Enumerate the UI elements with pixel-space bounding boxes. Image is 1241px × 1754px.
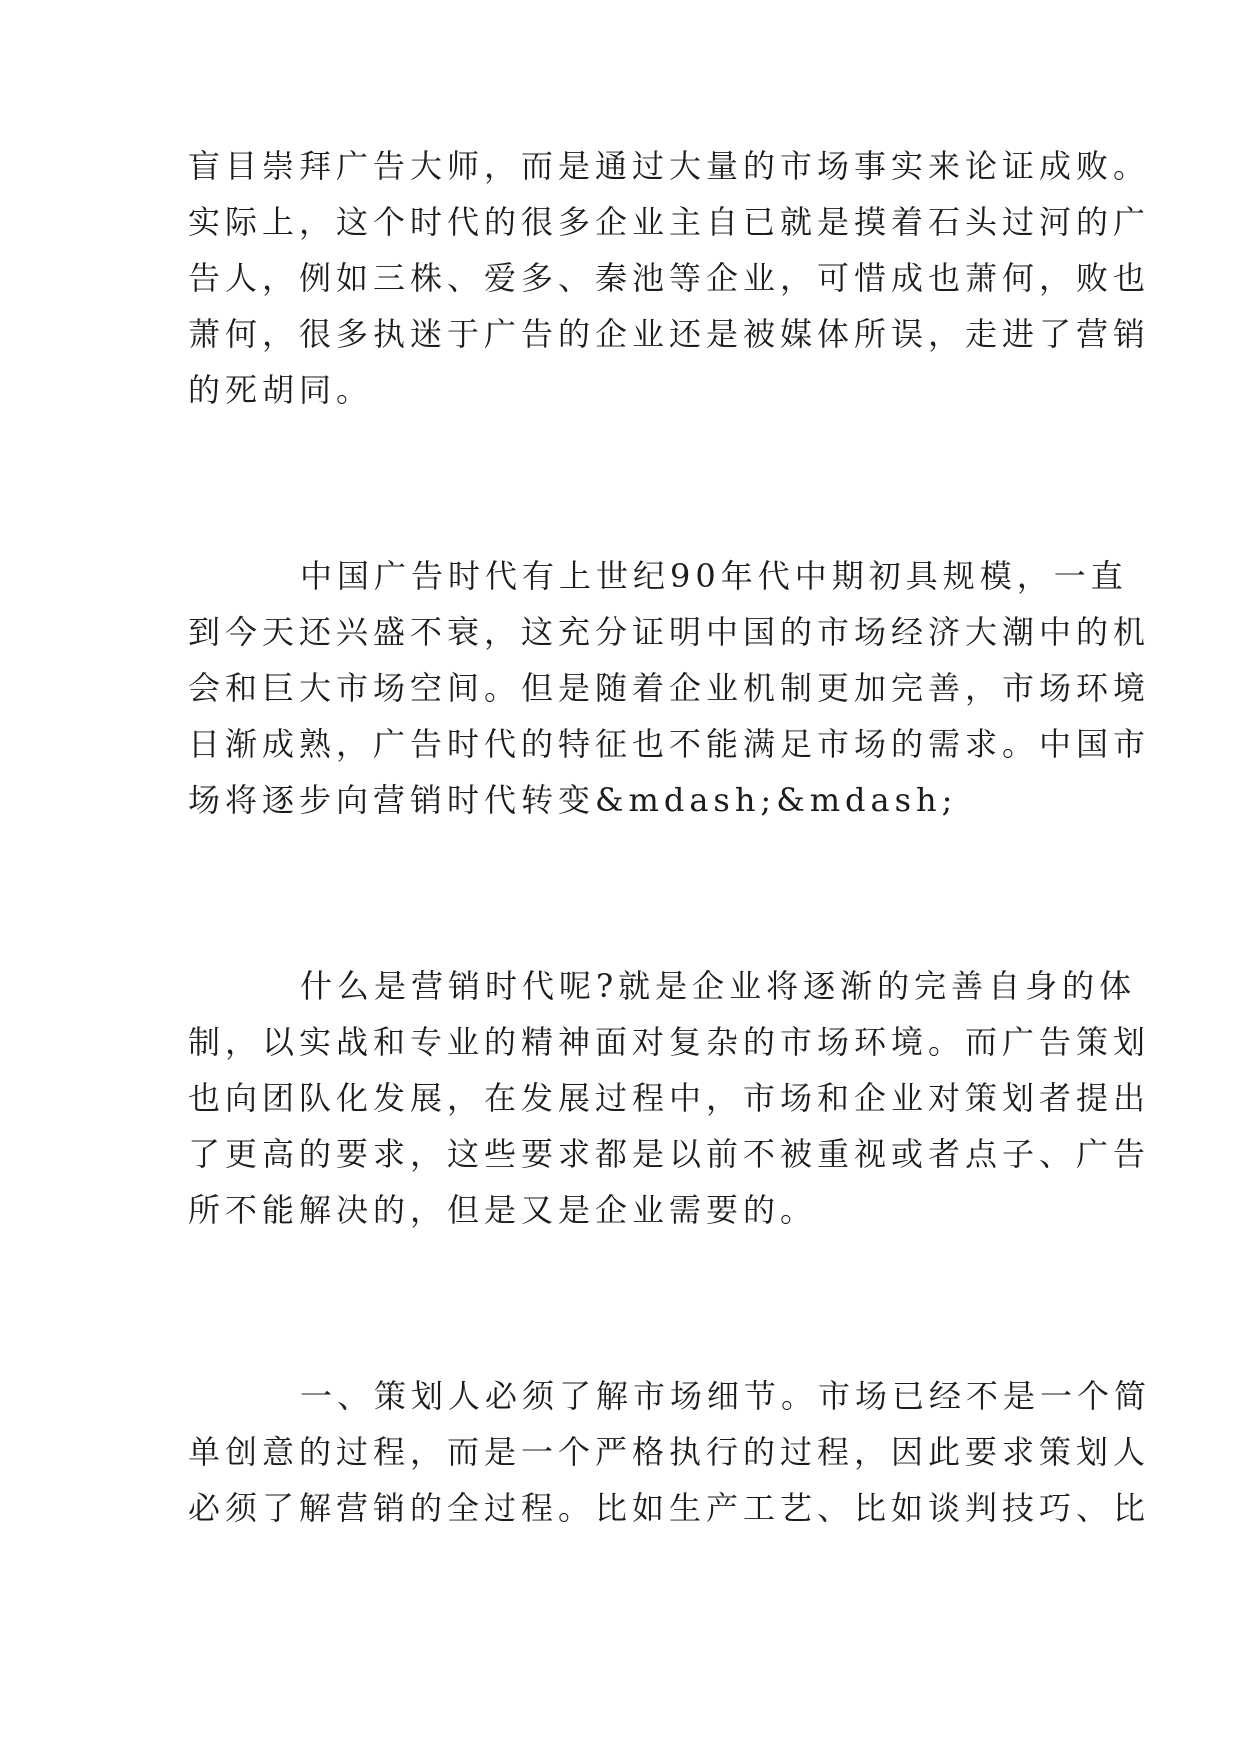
paragraph-3-line-3: 也向团队化发展，在发展过程中，市场和企业对策划者提出 xyxy=(188,1079,1151,1117)
paragraph-1-line-3: 告人，例如三株、爱多、秦池等企业，可惜成也萧何，败也 xyxy=(188,259,1151,297)
paragraph-3-line-1: 什么是营销时代呢?就是企业将逐渐的完善自身的体 xyxy=(300,967,1137,1005)
paragraph-3-line-5: 所不能解决的，但是又是企业需要的。 xyxy=(188,1191,818,1229)
paragraph-3-line-4: 了更高的要求，这些要求都是以前不被重视或者点子、广告 xyxy=(188,1135,1151,1173)
paragraph-1-line-5: 的死胡同。 xyxy=(188,371,374,409)
paragraph-2-line-2: 到今天还兴盛不衰，这充分证明中国的市场经济大潮中的机 xyxy=(188,613,1151,651)
paragraph-1-line-1: 盲目崇拜广告大师，而是通过大量的市场事实来论证成败。 xyxy=(188,147,1151,185)
paragraph-2-line-5: 场将逐步向营销时代转变&mdash;&mdash; xyxy=(188,781,958,819)
paragraph-2-line-1: 中国广告时代有上世纪90年代中期初具规模，一直 xyxy=(300,557,1128,595)
paragraph-2-line-3: 会和巨大市场空间。但是随着企业机制更加完善，市场环境 xyxy=(188,669,1151,707)
paragraph-4-line-2: 单创意的过程，而是一个严格执行的过程，因此要求策划人 xyxy=(188,1433,1151,1471)
paragraph-2-line-4: 日渐成熟，广告时代的特征也不能满足市场的需求。中国市 xyxy=(188,725,1151,763)
paragraph-1-line-4: 萧何，很多执迷于广告的企业还是被媒体所误，走进了营销 xyxy=(188,315,1151,353)
paragraph-4-line-3: 必须了解营销的全过程。比如生产工艺、比如谈判技巧、比 xyxy=(188,1489,1151,1527)
paragraph-4-line-1: 一、策划人必须了解市场细节。市场已经不是一个简 xyxy=(300,1377,1152,1415)
paragraph-1-line-2: 实际上，这个时代的很多企业主自已就是摸着石头过河的广 xyxy=(188,203,1151,241)
paragraph-3-line-2: 制，以实战和专业的精神面对复杂的市场环境。而广告策划 xyxy=(188,1023,1151,1061)
